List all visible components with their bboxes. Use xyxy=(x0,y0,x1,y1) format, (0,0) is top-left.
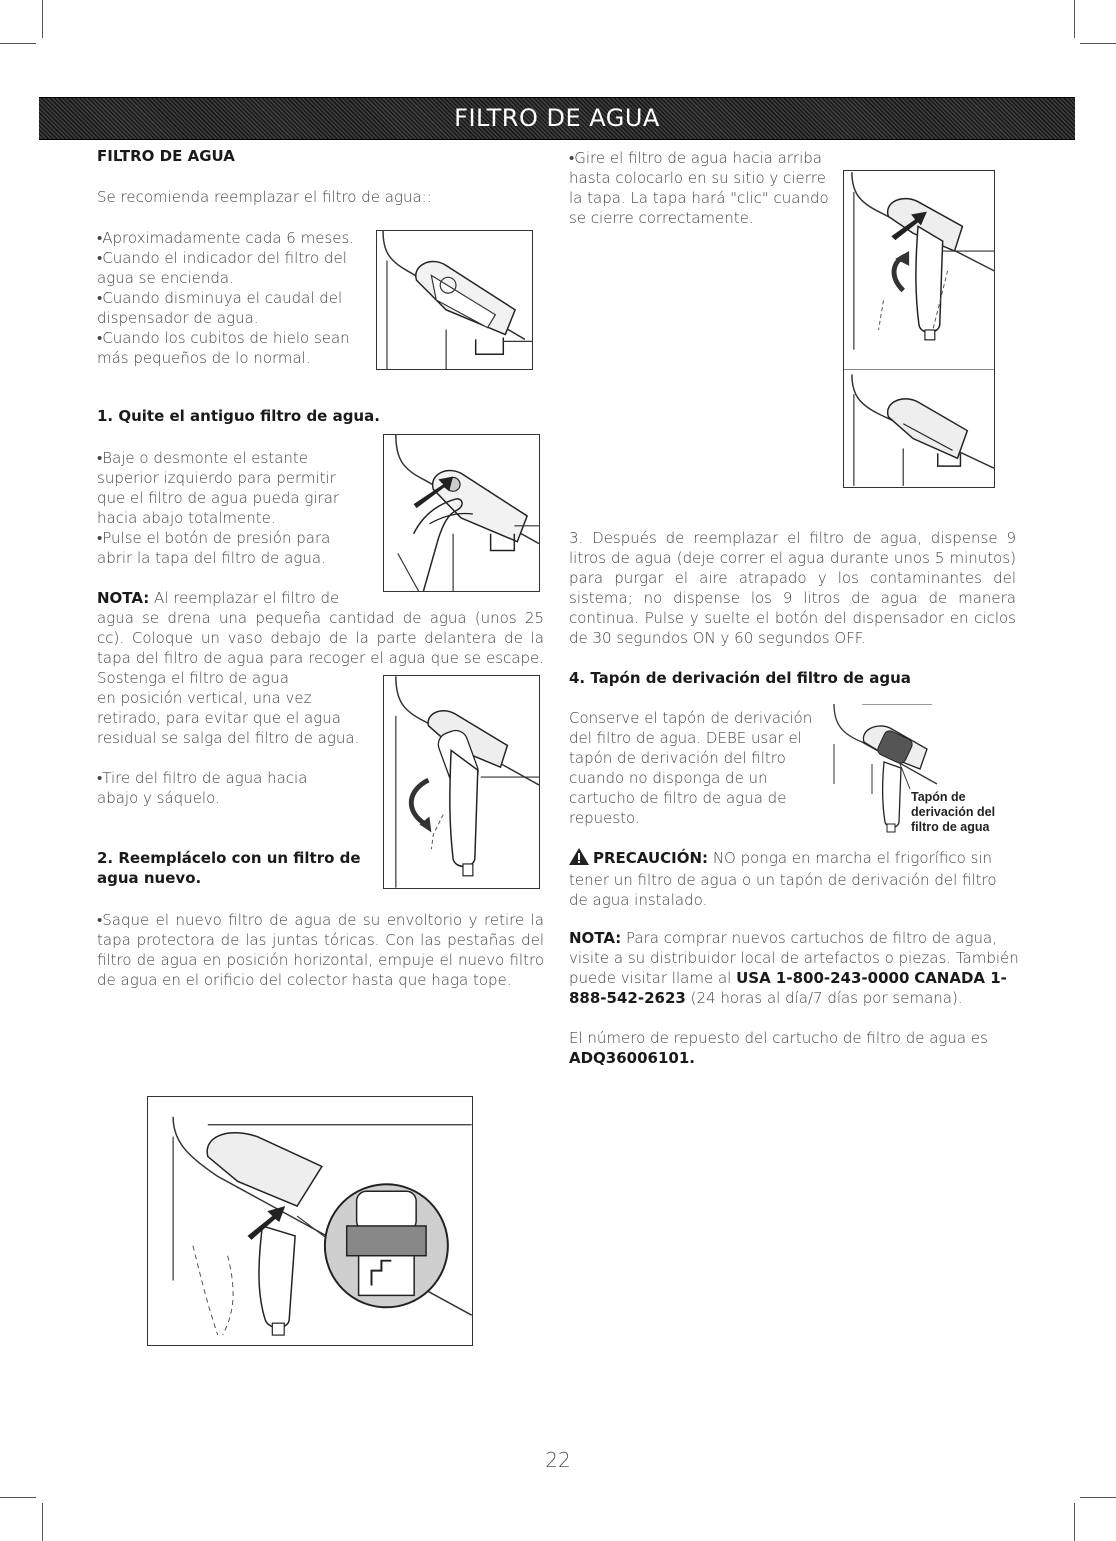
press-button-illustration xyxy=(383,434,540,592)
step2-heading: 2. Reemplácelo con un filtro de agua nuevo. xyxy=(97,849,361,887)
bullet-item: •Aproximadamente cada 6 meses. xyxy=(97,229,355,247)
step1-text: •Baje o desmonte el estante superior izquierdo para permitir que el filtro de agua pueda girar hacia abajo totalmente. xyxy=(97,449,340,527)
warning-icon xyxy=(569,848,589,870)
pull-filter-drawing xyxy=(384,676,539,888)
phone-canada: CANADA 1-888-542-2623 xyxy=(569,969,1007,1007)
banner-title: FILTRO DE AGUA xyxy=(454,104,660,132)
caution-label: PRECAUCIÓN: xyxy=(593,849,709,867)
part-number: ADQ36006101. xyxy=(569,1049,696,1067)
crop-mark xyxy=(0,1497,36,1498)
step1-heading: 1. Quite el antiguo filtro de agua. xyxy=(97,407,380,425)
note-text: en posición vertical, una vez retirado, para evitar que el agua residual se salga del filtro de agua. xyxy=(97,689,360,747)
section-heading: FILTRO DE AGUA xyxy=(97,147,235,165)
crop-mark xyxy=(0,43,36,44)
filter-housing-illustration xyxy=(376,230,533,370)
filter-housing-drawing xyxy=(377,231,532,369)
crop-mark xyxy=(42,0,43,38)
step1-text: •Pulse el botón de presión para abrir la tapa del filtro de agua. xyxy=(97,529,331,567)
crop-mark xyxy=(42,1503,43,1541)
step3-text: 3. Después de reemplazar el filtro de agua, dispense 9 litros de agua (deje correr el agua durante unos 5 minutos) para purgar el aire atrapado y los contaminantes del sistema; no dispense los 9 litros de agua de manera continua. Pulse y suelte el botón del dispensador en ciclos de 30 segundos ON y 60 segundos OFF. xyxy=(569,529,1016,647)
rotate-filter-illustration xyxy=(843,170,995,488)
note-label: NOTA: xyxy=(97,589,150,607)
bullet-item: •Cuando disminuya el caudal del dispensador de agua. xyxy=(97,289,343,327)
press-button-drawing xyxy=(384,435,539,591)
pull-text: •Tire del filtro de agua hacia abajo y sáquelo. xyxy=(97,769,308,807)
nota2-label: NOTA: xyxy=(569,929,622,947)
caution-text: NO ponga en marcha el frigorífico sin tener un filtro de agua o un tapón de derivación del filtro de agua instalado. xyxy=(569,849,997,909)
section-banner xyxy=(39,97,1075,140)
nota2-hours: (24 horas al día/7 días por semana). xyxy=(690,989,963,1007)
crop-mark xyxy=(1074,0,1075,38)
intro-text: Se recomienda reemplazar el filtro de agua:: xyxy=(97,188,432,206)
rotate-text: •Gire el filtro de agua hacia arriba hasta colocarlo en su sitio y cierre la tapa. La tapa hará "clic" cuando se cierre correctamente. xyxy=(569,149,829,227)
bullet-item: •Cuando el indicador del filtro del agua se encienda. xyxy=(97,249,347,287)
insert-filter-drawing xyxy=(148,1097,472,1345)
part-number-text: El número de repuesto del cartucho de filtro de agua es xyxy=(569,1029,988,1047)
note-text: Al reemplazar el filtro de xyxy=(154,589,340,607)
page-number: 22 xyxy=(545,1448,571,1472)
bullet-item: •Cuando los cubitos de hielo sean más pequeños de lo normal. xyxy=(97,329,350,367)
step4-heading: 4. Tapón de derivación del filtro de agua xyxy=(569,669,911,687)
step2-text: •Saque el nuevo filtro de agua de su envoltorio y retire la tapa protectora de las juntas tóricas. Con las pestañas del filtro de agua en posición horizontal, empuje el nuevo filtro de agua en el orificio del colector hasta que haga tope. xyxy=(97,911,544,989)
crop-mark xyxy=(1080,1497,1116,1498)
phone-usa: USA 1-800-243-0000 xyxy=(736,969,910,987)
crop-mark xyxy=(1080,43,1116,44)
note-text: agua se drena una pequeña cantidad de agua (unos 25 cc). Coloque un vaso debajo de la parte delantera de la tapa del filtro de agua para recoger el agua que se escape. Sostenga el filtro de agua xyxy=(97,609,544,687)
crop-mark xyxy=(1074,1503,1075,1541)
bypass-plug-callout: Tapón de derivación del filtro de agua xyxy=(911,790,996,834)
step4-text: Conserve el tapón de derivación del filtro de agua. DEBE usar el tapón de derivación del filtro cuando no disponga de un cartucho de filtro de agua de repuesto. xyxy=(569,709,813,827)
rotate-filter-drawing xyxy=(844,171,994,487)
nota2-text: Para comprar nuevos cartuchos de filtro de agua, visite a su distribuidor local de artefactos o piezas. También puede visitar llame al xyxy=(569,929,1019,987)
pull-filter-illustration xyxy=(383,675,540,889)
insert-filter-illustration xyxy=(147,1096,473,1346)
